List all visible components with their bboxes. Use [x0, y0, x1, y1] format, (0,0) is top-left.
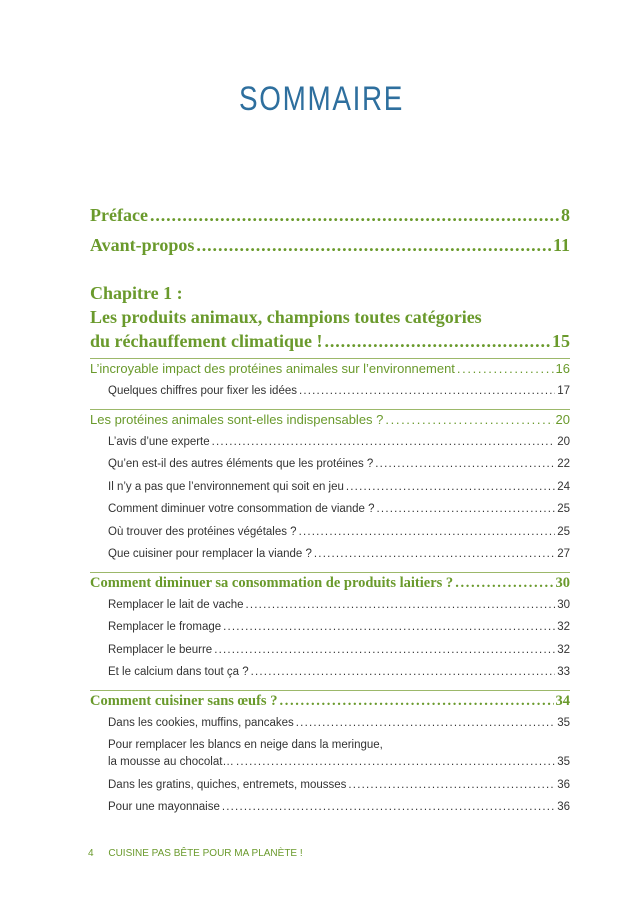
toc-section-label: Les protéines animales sont-elles indispensables ?: [90, 411, 384, 427]
dot-leader: [324, 331, 550, 352]
footer-book-title: CUISINE PAS BÊTE POUR MA PLANÈTE !: [108, 848, 303, 859]
table-of-contents: [90, 205, 570, 824]
dot-leader: [296, 717, 555, 729]
divider: [90, 572, 570, 573]
toc-item-page: 22: [557, 458, 570, 470]
toc-item-label: Où trouver des protéines végétales ?: [108, 525, 297, 538]
toc-section-page: 30: [555, 574, 570, 591]
dot-leader: [251, 666, 556, 678]
toc-item-label: Remplacer le lait de vache: [108, 598, 244, 611]
divider: [90, 690, 570, 691]
toc-item[interactable]: [90, 756, 570, 779]
divider: [90, 409, 570, 410]
dot-leader: [348, 779, 555, 791]
toc-item-label: Et le calcium dans tout ça ?: [108, 666, 249, 678]
toc-section-page: 20: [555, 411, 570, 427]
dot-leader: [346, 481, 555, 493]
toc-section-page: 16: [555, 361, 570, 376]
dot-leader: [212, 436, 556, 448]
divider: [90, 358, 570, 359]
toc-item[interactable]: [90, 526, 570, 549]
toc-item-label: Quelques chiffres pour fixer les idées: [108, 385, 297, 397]
dot-leader: [246, 599, 556, 611]
toc-item-label: la mousse au chocolat…: [108, 756, 234, 768]
toc-item-page: 30: [557, 598, 570, 611]
dot-leader: [150, 205, 559, 226]
toc-item-label: Que cuisiner pour remplacer la viande ?: [108, 548, 312, 560]
dot-leader: [196, 235, 551, 256]
toc-item[interactable]: [90, 503, 570, 526]
toc-section-label: Comment diminuer sa consommation de produits laitiers ?: [90, 574, 454, 591]
toc-section-label: Comment cuisiner sans œufs ?: [90, 692, 278, 709]
toc-item-page: 36: [557, 801, 570, 813]
toc-item-label: Remplacer le fromage: [108, 621, 222, 633]
toc-item[interactable]: [90, 779, 570, 802]
toc-item-page: 20: [557, 435, 570, 448]
dot-leader: [236, 756, 555, 768]
toc-item[interactable]: [90, 717, 570, 740]
dot-leader: [385, 412, 553, 427]
toc-item-label: Comment diminuer votre consommation de viande ?: [108, 503, 375, 515]
page-title: SOMMAIRE: [239, 80, 404, 118]
dot-leader: [455, 575, 553, 592]
toc-item[interactable]: [90, 666, 570, 689]
toc-item-label: Dans les gratins, quiches, entremets, mousses: [108, 778, 347, 791]
toc-item[interactable]: [90, 644, 570, 667]
toc-item-page: 17: [557, 385, 570, 397]
toc-item-label: Qu’en est-il des autres éléments que les protéines ?: [108, 458, 374, 470]
toc-section[interactable]: [90, 693, 570, 717]
toc-item[interactable]: [90, 801, 570, 824]
dot-leader: [222, 801, 555, 813]
toc-entry-page: 8: [561, 205, 570, 225]
dot-leader: [223, 621, 555, 633]
toc-item-label: Il n’y a pas que l’environnement qui soit en jeu: [108, 480, 344, 493]
toc-section-label: L’incroyable impact des protéines animales sur l’environnement: [90, 361, 455, 376]
chapter-title-line1: Les produits animaux, champions toutes catégories: [90, 307, 482, 327]
toc-entry-label: Préface: [90, 205, 148, 225]
toc-item[interactable]: [90, 548, 570, 571]
toc-item-label: Dans les cookies, muffins, pancakes: [108, 716, 294, 729]
dot-leader: [377, 503, 556, 515]
dot-leader: [457, 361, 554, 376]
toc-item[interactable]: [90, 458, 570, 481]
toc-item-page: 24: [557, 480, 570, 493]
dot-leader: [214, 644, 555, 656]
toc-item[interactable]: [90, 599, 570, 622]
toc-section[interactable]: [90, 575, 570, 599]
toc-item[interactable]: [90, 481, 570, 504]
toc-item-page: 32: [557, 621, 570, 633]
toc-item-page: 33: [557, 666, 570, 678]
dot-leader: [375, 458, 555, 470]
toc-item-page: 25: [557, 525, 570, 538]
dot-leader: [299, 385, 555, 397]
dot-leader: [299, 526, 556, 538]
toc-entry-chapter-1[interactable]: [90, 331, 570, 357]
toc-item-label: L’avis d’une experte: [108, 435, 210, 448]
toc-item-page: 36: [557, 778, 570, 791]
footer-page-number: 4: [88, 848, 94, 859]
toc-section-page: 34: [555, 692, 570, 709]
toc-item-label: Pour une mayonnaise: [108, 801, 220, 813]
toc-section[interactable]: [90, 412, 570, 436]
toc-section[interactable]: [90, 361, 570, 385]
dot-leader: [314, 548, 555, 560]
toc-item-first-line: Pour remplacer les blancs en neige dans la meringue,: [108, 739, 383, 751]
toc-item-page: 27: [557, 548, 570, 560]
toc-entry-label: Avant-propos: [90, 235, 195, 255]
page-footer: [88, 848, 303, 859]
toc-item[interactable]: [90, 385, 570, 408]
toc-item-page: 35: [557, 716, 570, 729]
toc-item-page: 32: [557, 643, 570, 656]
toc-entry-page: 15: [552, 331, 570, 351]
toc-item-label: Remplacer le beurre: [108, 643, 213, 656]
toc-entry-preface[interactable]: [90, 205, 570, 235]
toc-item-page: 25: [557, 503, 570, 515]
toc-item[interactable]: [90, 621, 570, 644]
toc-entry-avant-propos[interactable]: [90, 235, 570, 265]
chapter-number: Chapitre 1 :: [90, 283, 183, 303]
chapter-title-line2: du réchauffement climatique !: [90, 331, 323, 351]
toc-item[interactable]: [90, 436, 570, 459]
toc-entry-page: 11: [552, 235, 570, 255]
toc-item-page: 35: [557, 756, 570, 768]
dot-leader: [279, 693, 553, 710]
